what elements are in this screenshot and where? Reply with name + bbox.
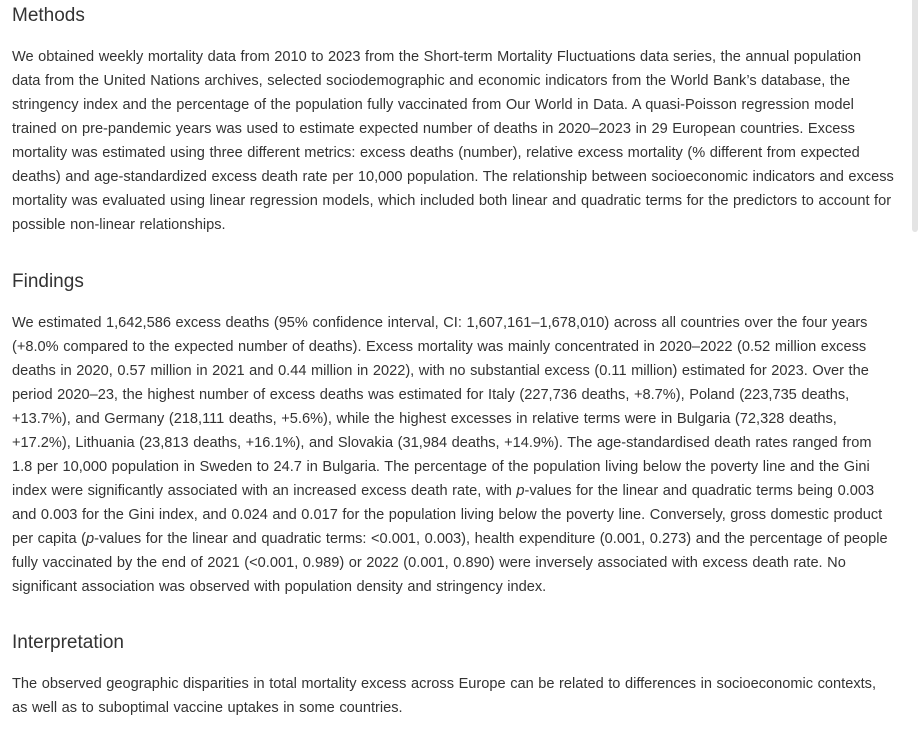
interpretation-paragraph: The observed geographic disparities in total mortality excess across Europe can be related to differences in socioeconomic contexts, as well as to suboptimal vaccine uptakes in some countries.: [12, 676, 877, 716]
methods-paragraph: We obtained weekly mortality data from 2010 to 2023 from the Short-term Mortality Fluctuations data series, the annual population data from the United Nations archives, selected sociodemographic and economic indicators from the World Bank’s database, the stringency index and the percentage of the population fully vaccinated from Our World in Data. A quasi-Poisson regression model trained on pre-pandemic years was used to estimate expected number of deaths in 2020–2023 in 29 European countries. Excess mortality was estimated using three different metrics: excess deaths (number), relative excess mortality (% different from expected deaths) and age-standardized excess death rate per 10,000 population. The relationship between socioeconomic indicators and excess mortality was evaluated using linear regression models, which included both linear and quadratic terms for the predictors to account for possible non-linear relationships.: [12, 49, 894, 233]
findings-heading: Findings: [12, 271, 84, 292]
scrollbar-track[interactable]: [910, 0, 920, 729]
findings-text-part-2: -values for the linear and quadratic terms being 0.003 and 0.003 for the Gini index, and 0.024 and 0.017 for the population living below the poverty line. Conversely, gross domestic product per capita (: [12, 483, 883, 547]
abstract-content: [12, 0, 894, 720]
findings-text-part-3: -values for the linear and quadratic terms: <0.001, 0.003), health expenditure (0.001, 0.273) and the percentage of people fully vaccinated by the end of 2021 (<0.001, 0.989) or 2022 (0.001, 0.890) were inversely associated with excess death rate. No significant association was observed with population density and stringency index.: [12, 531, 888, 595]
methods-heading: Methods: [12, 5, 85, 26]
p-value-italic: p: [86, 531, 95, 547]
findings-paragraph: [12, 311, 894, 599]
interpretation-heading: Interpretation: [12, 632, 124, 653]
scrollbar-thumb[interactable]: [912, 0, 918, 232]
findings-text-part-1: We estimated 1,642,586 excess deaths (95% confidence interval, CI: 1,607,161–1,678,010) across all countries over the four years (+8.0% compared to the expected number of deaths). Excess mortality was mainly concentrated in 2020–2022 (0.52 million excess deaths in 2020, 0.57 million in 2021 and 0.44 million in 2022), with no substantial excess (0.11 million) estimated for 2023. Over the period 2020–23, the highest number of excess deaths was estimated for Italy (227,736 deaths, +8.7%), Poland (223,735 deaths, +13.7%), and Germany (218,111 deaths, +5.6%), while the highest excesses in relative terms were in Bulgaria (72,328 deaths, +17.2%), Lithuania (23,813 deaths, +16.1%), and Slovakia (31,984 deaths, +14.9%). The age-standardised death rates ranged from 1.8 per 10,000 population in Sweden to 24.7 in Bulgaria. The percentage of the population living below the poverty line and the Gini index were significantly associated with an increased excess death rate, with: [12, 315, 872, 499]
p-value-italic: p: [516, 483, 525, 499]
